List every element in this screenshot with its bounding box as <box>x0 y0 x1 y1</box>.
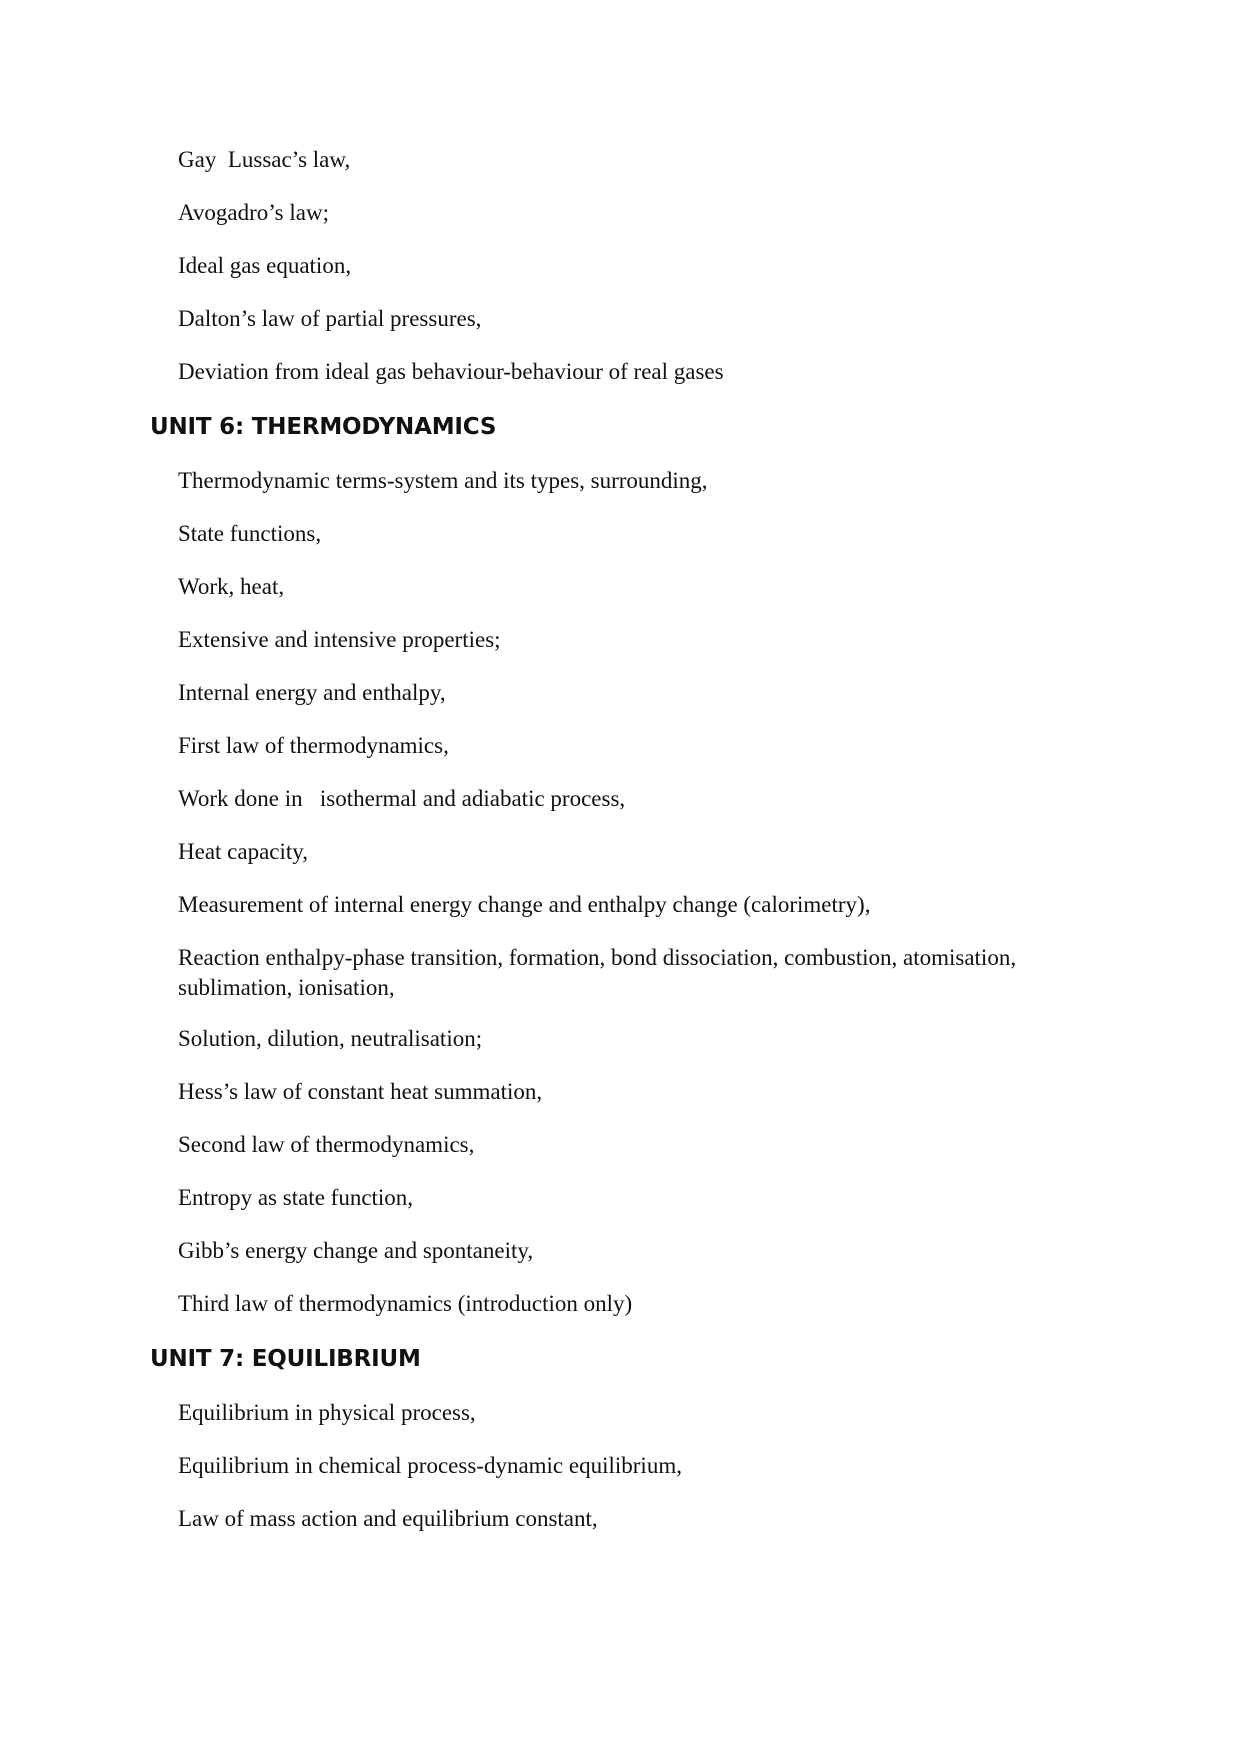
unit7-heading: UNIT 7: EQUILIBRIUM <box>150 1346 421 1372</box>
unit5-topic-list <box>150 145 1110 387</box>
topic-mass-action-law: Law of mass action and equilibrium constant, <box>178 1506 598 1531</box>
topic-gibbs-energy: Gibb’s energy change and spontaneity, <box>178 1238 534 1263</box>
topic-physical-equilibrium: Equilibrium in physical process, <box>178 1400 476 1425</box>
topic-work-heat: Work, heat, <box>178 574 285 599</box>
topic-third-law: Third law of thermodynamics (introduction only) <box>178 1291 633 1316</box>
unit6-topic-list <box>150 466 1110 1319</box>
syllabus-content <box>150 145 1110 1557</box>
unit6-heading: UNIT 6: THERMODYNAMICS <box>150 414 497 440</box>
topic-hess-law: Hess’s law of constant heat summation, <box>178 1079 543 1104</box>
topic-extensive-intensive-properties: Extensive and intensive properties; <box>178 627 501 652</box>
topic-heat-capacity: Heat capacity, <box>178 839 309 864</box>
topic-dalton-law: Dalton’s law of partial pressures, <box>178 306 482 331</box>
topic-work-done-processes: Work done in isothermal and adiabatic process, <box>178 786 626 811</box>
topic-thermodynamic-terms: Thermodynamic terms-system and its types, surrounding, <box>178 468 708 493</box>
topic-gay-lussac-law: Gay Lussac’s law, <box>178 147 351 172</box>
topic-second-law: Second law of thermodynamics, <box>178 1132 475 1157</box>
topic-chemical-equilibrium: Equilibrium in chemical process-dynamic equilibrium, <box>178 1453 682 1478</box>
topic-first-law: First law of thermodynamics, <box>178 733 449 758</box>
topic-state-functions: State functions, <box>178 521 322 546</box>
topic-internal-energy-enthalpy: Internal energy and enthalpy, <box>178 680 446 705</box>
topic-calorimetry: Measurement of internal energy change and enthalpy change (calorimetry), <box>178 892 871 917</box>
topic-reaction-enthalpy: Reaction enthalpy-phase transition, formation, bond dissociation, combustion, atomisation, sublimation, ionisation, <box>178 945 1022 1000</box>
topic-solution-dilution-neutralisation: Solution, dilution, neutralisation; <box>178 1026 483 1051</box>
topic-real-gas-deviation: Deviation from ideal gas behaviour-behaviour of real gases <box>178 359 724 384</box>
topic-entropy: Entropy as state function, <box>178 1185 414 1210</box>
topic-ideal-gas-equation: Ideal gas equation, <box>178 253 352 278</box>
unit7-topic-list <box>150 1398 1110 1534</box>
topic-avogadro-law: Avogadro’s law; <box>178 200 329 225</box>
